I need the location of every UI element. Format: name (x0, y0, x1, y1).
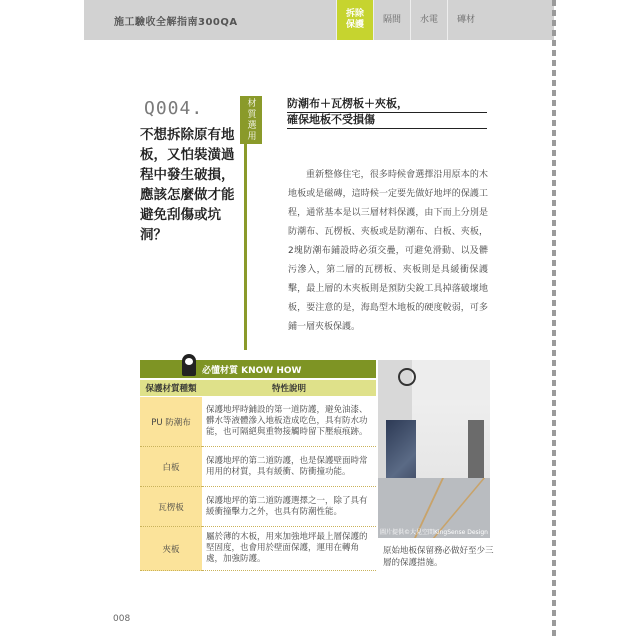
section-title-line2: 確保地板不受損傷 (287, 113, 487, 129)
table-row (140, 397, 376, 447)
photo-caption: 原始地板保留務必做好至少三層的保護措施。 (383, 546, 494, 568)
materials-table (140, 380, 376, 571)
material-type: PU 防潮布 (140, 397, 202, 447)
section-body: 重新整修住宅，很多時候會選擇沿用原本的木地板或是磁磚，這時候一定要先做好地坪的保護工程，通常基本是以三層材料保護，由下而上分別是防潮布、瓦楞板、夾板或是防潮布、白板、夾板，2塊防潮布鋪設時必須交疊，可避免滑動、以及髒污滲入，第二層的瓦楞板、夾板則是具緩衝保護擊，最上層的木夾板則是預防尖銳工具掉落破壞地板，要注意的是，海島型木地板的硬度較弱，可多鋪一層夾板保護。 (288, 170, 488, 332)
material-type: 瓦楞板 (140, 487, 202, 527)
page (84, 0, 554, 640)
table-row (140, 527, 376, 571)
page-header (84, 0, 554, 40)
section-title (287, 97, 487, 129)
chapter-tabs (336, 0, 484, 40)
page-edge (552, 0, 556, 640)
clock-icon (398, 368, 416, 386)
question-text: 不想拆除原有地板，又怕裝潢過程中發生破損，應該怎麼做才能避免刮傷或坑洞？ (140, 127, 235, 243)
table-row (140, 447, 376, 487)
material-desc: 保護地坪的第二道防護選擇之一，除了具有緩衝撞擊力之外，也具有防潮性能。 (202, 487, 376, 527)
tab-partition[interactable]: 隔間 (373, 0, 410, 40)
tab-plumbing-electric[interactable]: 水電 (410, 0, 447, 40)
photo-credit: 圖片提供©大見空間KingSense Design (380, 529, 488, 536)
know-how-title: 必懂材質 KNOW HOW (202, 366, 302, 376)
question-number: Q004. (144, 98, 204, 119)
table-header-row (140, 380, 376, 397)
tab-tiles[interactable]: 磚材 (447, 0, 484, 40)
column-header-type: 保護材質種類 (140, 380, 202, 397)
photo-ceiling (412, 360, 490, 400)
table-row (140, 487, 376, 527)
material-desc: 屬於薄的木板，用來加強地坪最上層保護的堅固度，也會用於壁面保護，運用在轉角處，加強防護。 (202, 527, 376, 571)
section-title-line1: 防潮布＋瓦楞板＋夾板， (287, 97, 487, 113)
person-icon (182, 354, 196, 376)
column-header-desc: 特性說明 (202, 380, 376, 397)
material-type: 白板 (140, 447, 202, 487)
tab-demolition-protection[interactable]: 拆除 保護 (336, 0, 373, 40)
photo-door (468, 420, 484, 478)
material-desc: 保護地坪時鋪設的第一道防護，避免油漆、髒水等液體滲入地板造成吃色，具有防水功能，也可隔絕與重物接觸時留下壓痕痕跡。 (202, 397, 376, 447)
material-desc: 保護地坪的第二道防護，也是保護壁面時常用用的材質，具有緩衝、防衝撞功能。 (202, 447, 376, 487)
book-title: 施工驗收全解指南300QA (114, 17, 238, 28)
category-tag: 材質選用 (240, 96, 262, 144)
page-number: 008 (113, 614, 131, 624)
room-photo (378, 360, 490, 538)
material-type: 夾板 (140, 527, 202, 571)
